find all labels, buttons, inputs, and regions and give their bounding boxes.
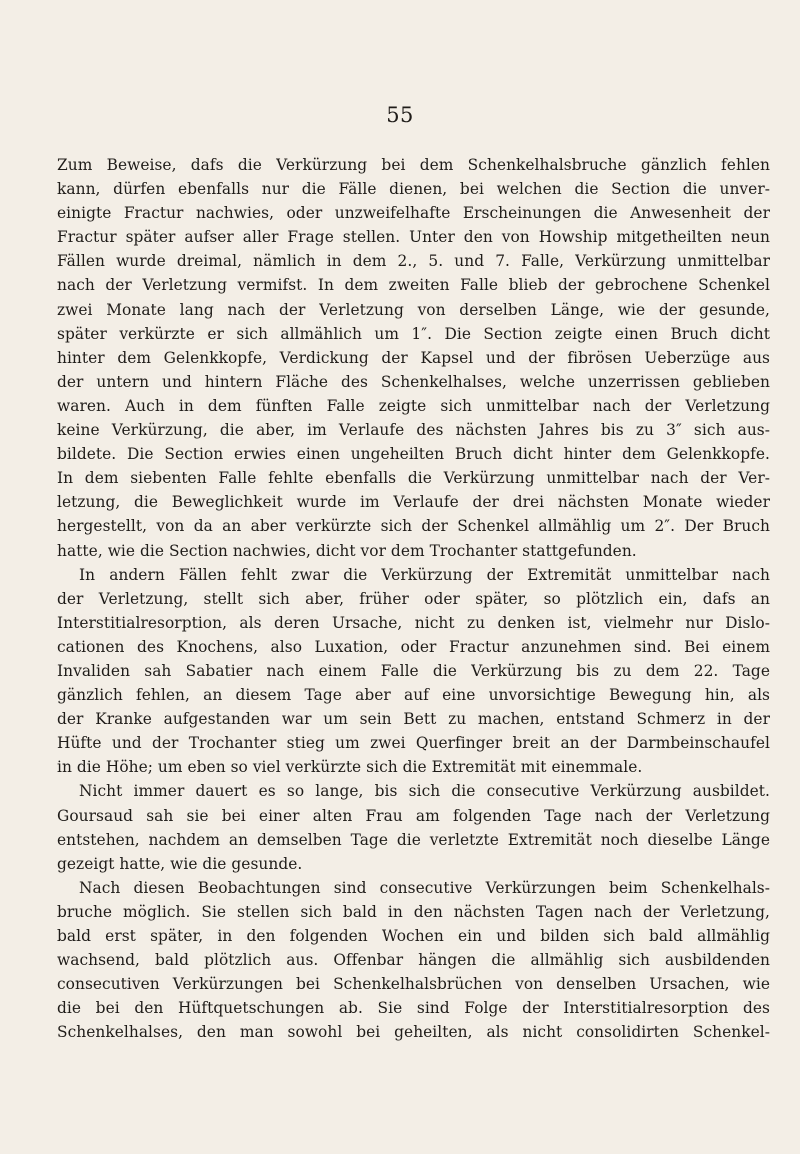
text-line: kann, dürfen ebenfalls nur die Fälle dienen, bei welchen die Section die unver- (57, 180, 770, 199)
text-line: der Kranke aufgestanden war um sein Bett zu machen, entstand Schmerz in der (57, 710, 770, 729)
text-line: bald erst später, in den folgenden Wochen ein und bilden sich bald allmählig (57, 927, 770, 945)
text-line: Interstitialresorption, als deren Ursache, nicht zu denken ist, vielmehr nur Dislo- (57, 613, 770, 632)
text-line: hergestellt, von da an aber verkürzte sich der Schenkel allmählig um 2″. Der Bruch (57, 517, 770, 536)
text-line: zwei Monate lang nach der Verletzung von derselben Länge, wie der gesunde, (57, 300, 770, 319)
text-line: letzung, die Beweglichkeit wurde im Verlaufe der drei nächsten Monate wieder (57, 493, 770, 512)
text-line: consecutiven Verkürzungen bei Schenkelhalsbrüchen von denselben Ursachen, wie (57, 975, 770, 994)
text-line: Schenkelhalses, den man sowohl bei geheilten, als nicht consolidirten Schenkel- (57, 1023, 770, 1042)
text-line: bildete. Die Section erwies einen ungeheilten Bruch dicht hinter dem Gelenkkopfe. (57, 445, 770, 464)
text-line: Fällen wurde dreimal, nämlich in dem 2., 5. und 7. Falle, Verkürzung unmittelbar (57, 252, 770, 271)
text-line: waren. Auch in dem fünften Falle zeigte sich unmittelbar nach der Verletzung (57, 396, 770, 415)
text-line: in die Höhe; um eben so viel verkürzte sich die Extremität mit einemmale. (57, 758, 643, 777)
text-line: einigte Fractur nachwies, oder unzweifelhafte Erscheinungen die Anwesenheit der (57, 204, 770, 223)
text-line: die bei den Hüftquetschungen ab. Sie sind Folge der Interstitialresorption des (57, 999, 770, 1018)
text-line: Hüfte und der Trochanter stieg um zwei Querfinger breit an der Darmbeinschaufel (57, 734, 770, 753)
body-text (57, 153, 770, 1044)
text-line: Zum Beweise, dafs die Verkürzung bei dem Schenkelhalsbruche gänzlich fehlen (57, 156, 770, 174)
text-line: cationen des Knochens, also Luxation, oder Fractur anzunehmen sind. Bei einem (57, 637, 770, 656)
text-line: Nicht immer dauert es so lange, bis sich die consecutive Verkürzung ausbildet. (79, 782, 770, 801)
text-line: gezeigt hatte, wie die gesunde. (57, 854, 303, 873)
text-line: bruche möglich. Sie stellen sich bald in den nächsten Tagen nach der Verletzung, (57, 902, 770, 921)
text-line: entstehen, nachdem an demselben Tage die verletzte Extremität noch dieselbe Länge (57, 830, 770, 849)
text-line: gänzlich fehlen, an diesem Tage aber auf eine unvorsichtige Bewegung hin, als (57, 686, 770, 705)
text-line: Invaliden sah Sabatier nach einem Falle die Verkürzung bis zu dem 22. Tage (57, 661, 770, 680)
text-line: später verkürzte er sich allmählich um 1″. Die Section zeigte einen Bruch dicht (57, 324, 770, 343)
text-line: In andern Fällen fehlt zwar die Verkürzung der Extremität unmittelbar nach (79, 565, 770, 584)
text-line: Fractur später aufser aller Frage stellen. Unter den von Howship mitgetheilten neun (57, 228, 770, 247)
text-line: Nach diesen Beobachtungen sind consecutive Verkürzungen beim Schenkelhals- (79, 878, 770, 897)
text-line: der Verletzung, stellt sich aber, früher oder später, so plötzlich ein, dafs an (57, 589, 770, 608)
text-line: keine Verkürzung, die aber, im Verlaufe des nächsten Jahres bis zu 3″ sich aus- (57, 421, 770, 440)
text-line: wachsend, bald plötzlich aus. Offenbar hängen die allmählig sich ausbildenden (57, 951, 770, 970)
text-line: der untern und hintern Fläche des Schenkelhalses, welche unzerrissen geblieben (57, 372, 770, 391)
text-line: In dem siebenten Falle fehlte ebenfalls die Verkürzung unmittelbar nach der Ver- (57, 469, 770, 488)
text-line: nach der Verletzung vermifst. In dem zweiten Falle blieb der gebrochene Schenkel (57, 276, 770, 295)
page-number: 55 (386, 103, 414, 127)
text-line: hatte, wie die Section nachwies, dicht vor dem Trochanter stattgefunden. (57, 541, 637, 560)
text-line: Goursaud sah sie bei einer alten Frau am folgenden Tage nach der Verletzung (57, 806, 770, 825)
text-line: hinter dem Gelenkkopfe, Verdickung der Kapsel und der fibrösen Ueberzüge aus (57, 348, 770, 367)
